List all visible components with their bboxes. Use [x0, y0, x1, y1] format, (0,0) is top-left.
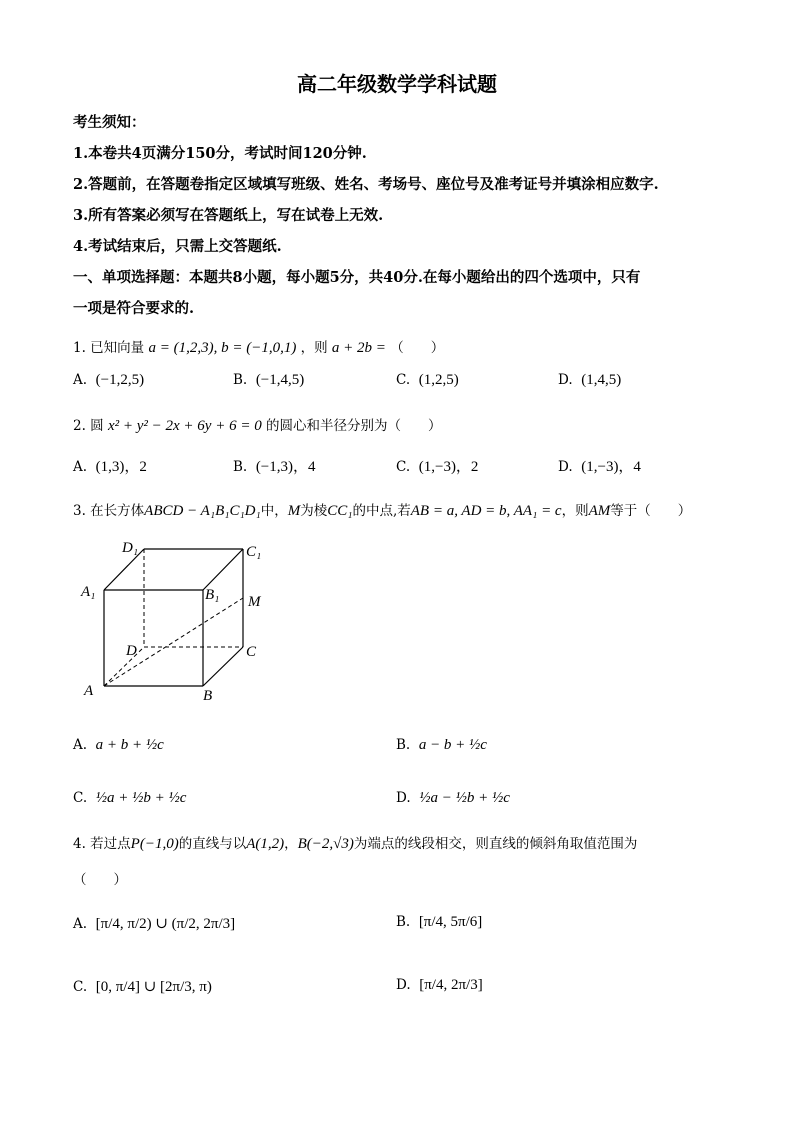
- label-d: D: [126, 643, 137, 659]
- question-3-option-c[interactable]: C. ½a + ½b + ½c: [73, 790, 187, 806]
- question-2-option-c[interactable]: C. (1,−3)，2: [396, 459, 479, 475]
- question-1-option-b[interactable]: B. (−1,4,5): [233, 372, 305, 388]
- question-1-option-d[interactable]: D. (1,4,5): [558, 372, 622, 388]
- question-2-prefix: 2. 圆: [73, 418, 104, 434]
- edge-b1-c1: [203, 549, 243, 590]
- label-b: B: [203, 688, 213, 704]
- label-b1: B₁: [205, 587, 220, 603]
- question-4-point-b: B(−2,√3): [297, 836, 354, 852]
- label-c1: C₁: [246, 544, 262, 560]
- question-4-option-a[interactable]: A. [π/4, π/2) ∪ (π/2, 2π/3]: [73, 916, 236, 932]
- question-3-solid: ABCD − A₁B₁C₁D₁: [144, 503, 261, 519]
- question-2-suffix: 的圆心和半径分别为（ ）: [266, 418, 442, 434]
- question-1-vectors: a = (1,2,3), b = (−1,0,1): [148, 340, 297, 356]
- segment-a-m-hidden: [104, 598, 243, 686]
- question-4-line-2: （ ）: [73, 872, 127, 888]
- label-a: A: [84, 683, 94, 699]
- edge-a-d-hidden: [104, 647, 144, 686]
- question-4-option-d[interactable]: D. [π/4, 2π/3]: [396, 977, 483, 993]
- question-1-mid: ，则: [300, 340, 328, 356]
- question-2-option-b[interactable]: B. (−1,3)，4: [233, 459, 316, 475]
- notice-heading: 考生须知：: [73, 114, 146, 131]
- page-title: 高二年级数学学科试题: [297, 72, 497, 96]
- question-4-prefix: 4. 若过点: [73, 836, 131, 852]
- question-3: 3. 在长方体ABCD − A₁B₁C₁D₁中，M为棱CC₁的中点,若AB = a, AD = b, AA₁ = c，则AM等于（ ）: [73, 503, 692, 519]
- question-3-option-b[interactable]: B. a − b + ½c: [396, 737, 487, 753]
- label-d1: D₁: [122, 540, 139, 556]
- question-3-vectors: AB = a, AD = b, AA₁ = c: [410, 503, 562, 519]
- question-3-option-d[interactable]: D. ½a − ½b + ½c: [396, 790, 510, 806]
- question-1-option-c[interactable]: C. (1,2,5): [396, 372, 459, 388]
- edge-b-c: [203, 647, 243, 686]
- question-3-prefix: 3. 在长方体: [73, 503, 145, 519]
- question-2: [73, 414, 442, 435]
- question-1-suffix: （ ）: [390, 340, 445, 356]
- notice-item-1: 1.本卷共4页满分150分，考试时间120分钟.: [73, 145, 367, 162]
- section-heading-line-2: 一项是符合要求的.: [73, 300, 195, 317]
- notice-item-4: 4.考试结束后，只需上交答题纸.: [73, 238, 282, 255]
- label-m: M: [248, 594, 261, 610]
- question-4-option-b[interactable]: B. [π/4, 5π/6]: [396, 914, 483, 930]
- question-3-option-a[interactable]: A. a + b + ½c: [73, 737, 164, 753]
- question-4: 4. 若过点P(−1,0)的直线与以A(1,2)，B(−2,√3)为端点的线段相交，则直线的倾斜角取值范围为: [73, 836, 638, 852]
- question-2-option-a[interactable]: A. (1,3)，2: [73, 459, 147, 475]
- question-2-option-d[interactable]: D. (1,−3)，4: [558, 459, 641, 475]
- question-1-option-a[interactable]: A. (−1,2,5): [73, 372, 145, 388]
- label-a1: A₁: [81, 584, 96, 600]
- question-2-equation: x² + y² − 2x + 6y + 6 = 0: [107, 418, 262, 434]
- question-1-prefix: 1. 已知向量: [73, 340, 145, 356]
- section-heading-line-1: 一、单项选择题：本题共8小题，每小题5分，共40分.在每小题给出的四个选项中，只有: [73, 269, 641, 286]
- label-c: C: [246, 644, 257, 660]
- question-3-target: AM: [588, 503, 611, 519]
- notice-item-2: 2.答题前，在答题卷指定区域填写班级、姓名、考场号、座位号及准考证号并填涂相应数字.: [73, 176, 659, 193]
- question-1-expression: a + 2b =: [331, 340, 386, 356]
- question-4-point-a: A(1,2): [246, 836, 285, 852]
- question-3-point: M: [287, 503, 301, 519]
- question-4-option-c[interactable]: C. [0, π/4] ∪ [2π/3, π): [73, 979, 212, 995]
- notice-item-3: 3.所有答案必须写在答题纸上，写在试卷上无效.: [73, 207, 384, 224]
- question-3-edge: CC₁: [327, 503, 353, 519]
- question-4-point-p: P(−1,0): [130, 836, 179, 852]
- question-1: [73, 336, 444, 357]
- cuboid-figure: [72, 534, 282, 706]
